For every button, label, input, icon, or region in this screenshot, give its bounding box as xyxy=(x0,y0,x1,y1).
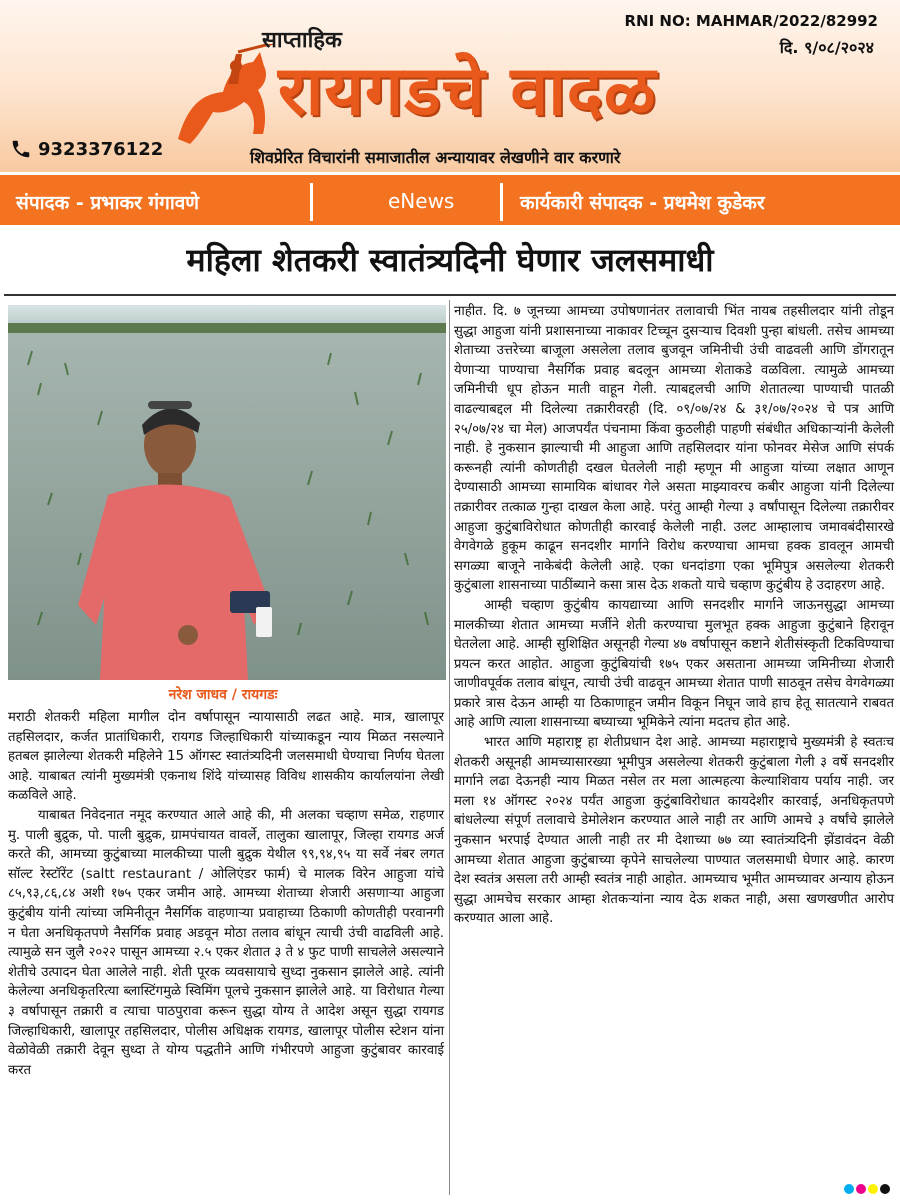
bar-divider xyxy=(310,183,313,221)
weekly-label: साप्ताहिक xyxy=(262,28,342,53)
phone-contact[interactable] xyxy=(10,138,163,160)
bar-divider xyxy=(500,183,503,221)
tagline: शिवप्रेरित विचारांनी समाजातील अन्यायावर लेखणीने वार करणारे xyxy=(250,148,621,167)
issue-date: दि. ९/०८/२०२४ xyxy=(779,38,874,57)
headline-rule xyxy=(4,294,896,296)
newspaper-name: रायगडचे वादळ xyxy=(278,52,657,131)
column-divider xyxy=(449,300,450,1195)
article-column-left xyxy=(8,708,444,1080)
paragraph: याबाबत निवेदनात नमूद करण्यात आले आहे की, मी अलका चव्हाण समेळ, राहणार मु. पाली बुद्रुक, पो. पाली बुद्रुक, ग्रामपंचायत वावर्ले, तालुका खालापूर, जिल्हा रायगड अर्ज करते की, आमच्या कुटुंबाच्या मालकीच्या पाली बुद्रुक येथील ९९,९४,९५ या सर्वे नंबर लगत सॉल्ट रेस्टॉरेंट (saltt restaurant / ओलिएंडर फार्म) चे मालक विरेन आहुजा यांचे ८५,९३,८६,८४ अशी १७५ एकर जमीन आहे. आमच्या शेताच्या शेजारी असणाऱ्या आहुजा कुटुंबीय यांनी त्यांच्या जमिनीतून नैसर्गिक वाहणाऱ्या प्रवाहाच्या ठिकाणी कोणतीही परवानगी न घेता अनधिकृतपणे नैसर्गिक प्रवाह अडवून मोठा तलाव बांधून त्याची उंची वाढविली आहे. त्यामुळे सन जुलै २०२२ पासून आमच्या २.५ एकर शेतात ३ ते ४ फुट पाणी साचलेले असल्याने शेतीचे उत्पादन घेता आलेले नाही. शेती पूरक व्यवसायाचे सुध्दा नुकसान झालेले आहे. त्यांनी केलेल्या अनधिकृतरित्या ब्लास्टिंगमुळे स्विमिंग पूलचे नुकसान झालेले आहे. या विरोधात गेल्या ३ वर्षापासून तक्रारी व त्याचा पाठपुरावा करून सुद्धा योग्य ते आदेश असून सुद्धा रायगड जिल्हाधिकारी, खालापूर तहसिलदार, पोलीस अधिक्षक रायगड, खालापूर पोलीस स्टेशन यांना वेळोवेळी तक्रारी देवून सुध्दा ते योग्य पद्धतीने आणि गंभीरपणे आहुजा कुटुंबावर कारवाई करत xyxy=(8,807,444,1078)
phone-number: 9323376122 xyxy=(38,138,164,160)
phone-icon xyxy=(10,138,32,160)
paragraph: भारत आणि महाराष्ट्र हा शेतीप्रधान देश आहे. आमच्या महाराष्ट्राचे मुख्यमंत्री हे स्वतःच शेतकरी असूनही आमच्यासारख्या भूमीपुत्र असलेल्या शेतकरी कुटुंबाला गेली ३ वर्षे सनदशीर मार्गाने लढा देऊनही न्याय मिळत नसेल तर मला आत्महत्या केल्याशिवाय पर्याय नाही. जर मला १४ ऑगस्ट २०२४ पर्यंत आहुजा कुटुंबाविरोधात कायदेशीर कारवाई, अनधिकृतपणे बांधलेल्या संपूर्ण तलावाचे डेमोलेशन करण्यात आले नाही तर आणि आमचे ३ वर्षांचे झालेले नुकसान भरपाई देण्यात आली नाही तर मी देशाच्या ७७ व्या स्वातंत्र्यदिनी झेंडावंदन वेळी आमच्या शेतात आहुजा कुटुंबाच्या कृपेने साचलेल्या पाण्यात जलसमाधी घेणार आहे. कारण देश स्वतंत्र असला तरी आम्ही स्वतंत्र नाही आहोत. आमच्याच भूमीत आमच्यावर अन्याय होऊन सुद्धा आमचेच सरकार आम्हा शेतकऱ्यांना न्याय देऊ शकत नाही, असा खणखणीत आरोप करण्यात आला आहे. xyxy=(454,735,894,927)
paragraph: नाहीत. दि. ७ जूनच्या आमच्या उपोषणानंतर तलावाची भिंत नायब तहसीलदार यांनी तोडून सुद्धा आहुजा यांनी प्रशासनाच्या नाकावर टिच्चून दुसऱ्याच दिवशी पुन्हा बांधली. तसेच आमच्या शेताच्या उत्तरेच्या बाजूला असलेला तलाव बुजवून जमिनीची उंची वाढवली आणि डोंगरातून येणाऱ्या पाण्याचा नैसर्गिक प्रवाह बदलून आमच्या शेताकडे वळविला. त्यामुळे आमच्या जमिनीची धूप होऊन माती वाहून गेली. त्याबद्दलची आणि शेतातल्या पाण्याची पातळी वाढल्याबद्दल मी दिलेल्या तक्रारीवरही (दि. ०९/०७/२४ & ३१/०७/२०२४ चे पत्र आणि २५/०७/२४ चा मेल) आजपर्यंत पंचनामा किंवा कुठलीही पाहणी संबंधीत अधिकाऱ्यांनी केलेली नाही. हे नुकसान झाल्याची मी आहुजा आणि तहसिलदार यांना फोनवर मेसेज आणि संपर्क करूनही त्यांनी कोणतीही दखल घेतलेली नाही म्हणून मी आहुजा यांच्या लक्षात आणून देण्यासाठी आमच्या सामायिक बांधावर गेले असता माझ्यावरच कबीर आहुजा यांनी दिलेल्या तक्रारीवर तत्काळ गुन्हा दाखल केला आहे. परंतु आम्ही गेल्या ३ वर्षांपासून दिलेल्या तक्रारीवर आहुजा कुटुंबाविरोधात कोणतीही कारवाई केलेली नाही. उलट आम्हालाच जमावबंदीसारखे वेगवेगळे हुकूम काढून सनदशीर मार्गाने विरोध करण्याचा आमचा हक्क डावलून आमची सगळ्या बाजूने नाकेबंदी केलेली आहे. एका धनदांडगा एका भूमिपुत्र असलेल्या शेतकरी कुटुंबाला शासनाच्या पाठींब्याने कसा त्रास देऊ शकतो याचे चव्हाण कुटुंबीय हे उदाहरण आहे. xyxy=(454,304,894,594)
article-column-right xyxy=(454,302,894,929)
enews-label: eNews xyxy=(388,189,455,213)
rni-number: RNI NO: MAHMAR/2022/82992 xyxy=(624,12,878,30)
article-photo xyxy=(8,305,446,680)
paragraph: आम्ही चव्हाण कुटुंबीय कायद्याच्या आणि सनदशीर मार्गाने जाऊनसुद्धा आमच्या मालकीच्या शेतात आमच्या मर्जीने शेती करण्याचा मुलभूत हक्क आहुजा कुटुंबाने हिरावून घेतलेला आहे. आम्ही सुशिक्षित असूनही गेल्या ४७ वर्षापासून कष्टाने शेतीसंस्कृती टिकविण्याचा प्रयत्न करत आहोत. आहुजा कुटुंबियांची १७५ एकर असताना आमच्या जमिनीच्या शेजारी जाणीवपूर्वक तलाव बांधून, त्याची उंची वाढवून आमच्या शेतात पाणी साठवून तसेच वेगवेगळ्या प्रकारे त्रास देऊन आम्ही या ठिकाणाहून जमीन विकून निघून जावे हाच हेतू सातत्याने राबवत आहे आणि त्याला शासनाच्या बघ्याच्या भूमिकेने त्यांना मदतच होत आहे. xyxy=(454,597,894,731)
cyan-dot xyxy=(844,1184,854,1194)
yellow-dot xyxy=(868,1184,878,1194)
editor-name: संपादक - प्रभाकर गंगावणे xyxy=(16,192,200,214)
byline: नरेश जाधव / रायगडः xyxy=(168,687,278,703)
paragraph: मराठी शेतकरी महिला मागील दोन वर्षापासून न्यायासाठी लढत आहे. मात्र, खालापूर तहसिलदार, कर्जत प्रातांधिकारी, रायगड जिल्हाधिकारी यांच्याकडून न्याय मिळत नसल्याने हतबल झालेल्या शेतकरी महिलेने 15 ऑगस्ट स्वातंत्र्यदिनी जलसमाधी घेण्याचा निर्णय घेतला आहे. याबाबत त्यांनी मुख्यमंत्री एकनाथ शिंदे यांच्यासह विविध शासकीय कार्यालयांना लेखी कळविले आहे. xyxy=(8,710,444,804)
print-color-marks xyxy=(844,1184,890,1194)
editor-bar xyxy=(0,172,900,228)
magenta-dot xyxy=(856,1184,866,1194)
horse-rider-logo xyxy=(168,44,288,152)
executive-editor-name: कार्यकारी संपादक - प्रथमेश कुडेकर xyxy=(520,192,765,214)
masthead xyxy=(0,0,900,172)
article-headline: महिला शेतकरी स्वातंत्र्यदिनी घेणार जलसमाधी xyxy=(186,241,714,279)
black-dot xyxy=(880,1184,890,1194)
